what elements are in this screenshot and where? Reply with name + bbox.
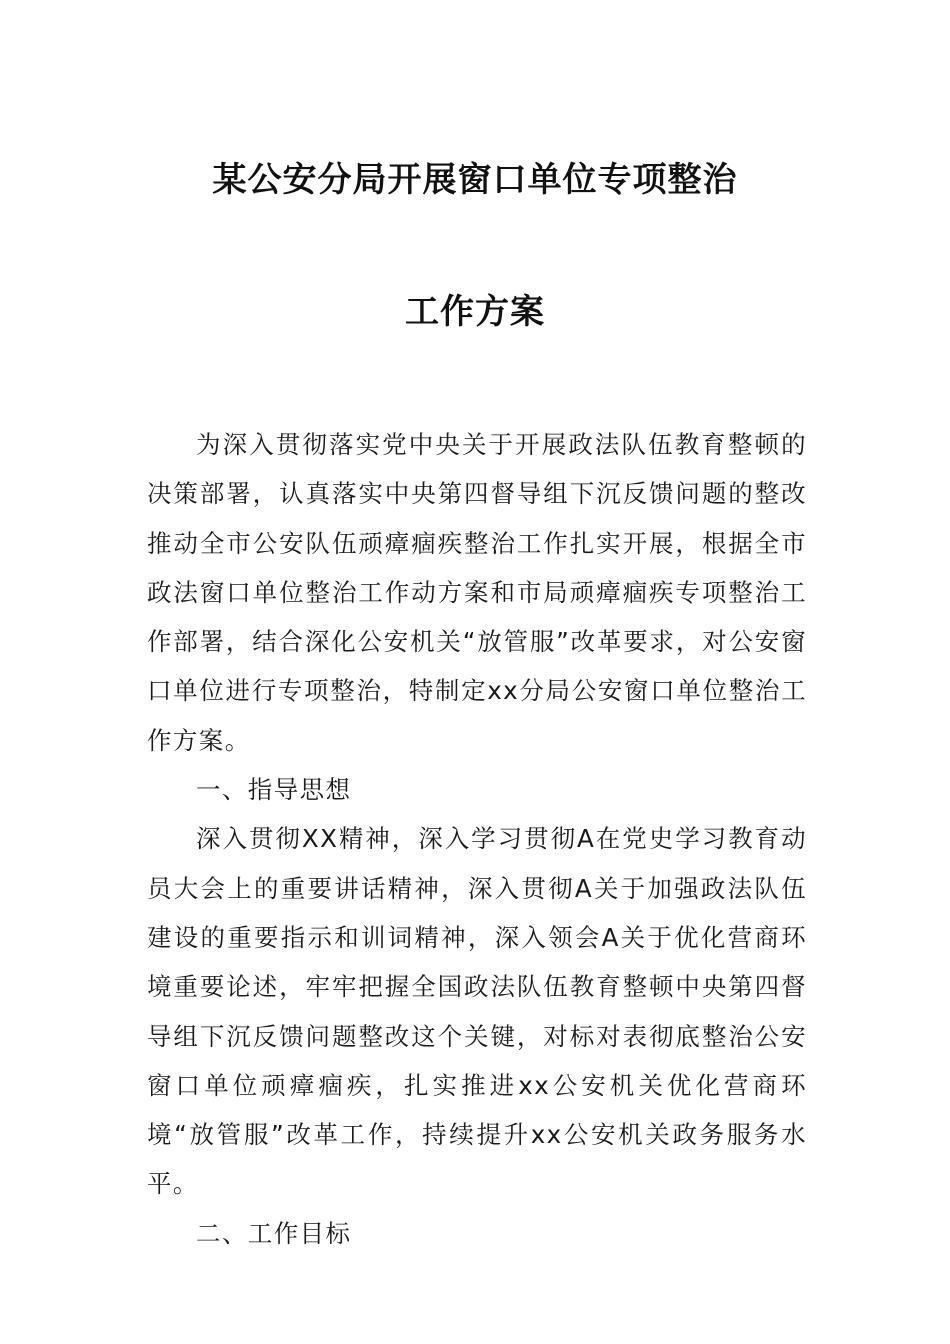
section-heading-guiding-ideology: 一、指导思想 (196, 775, 352, 805)
intro-paragraph: 为深入贯彻落实党中央关于开展政法队伍教育整顿的决策部署，认真落实中央第四督导组下沉反馈问题的整改推动全市公安队伍顽瘴痼疾整治工作扎实开展，根据全市政法窗口单位整治工作动方案和市局顽瘴痼疾专项整治工作部署，结合深化公安机关“放管服”改革要求，对公安窗口单位进行专项整治，特制定xx分局公安窗口单位整治工作方案。 (147, 430, 807, 755)
section-heading-work-goals: 二、工作目标 (196, 1218, 352, 1248)
section-paragraph-guiding-ideology: 深入贯彻XX精神，深入学习贯彻A在党史学习教育动员大会上的重要讲话精神，深入贯彻A关于加强政法队伍建设的重要指示和训词精神，深入领会A关于优化营商环境重要论述，牢牢把握全国政法队伍教育整顿中央第四督导组下沉反馈问题整改这个关键，对标对表彻底整治公安窗口单位顽瘴痼疾，扎实推进xx公安机关优化营商环境“放管服”改革工作，持续提升xx公安机关政务服务水平。 (147, 824, 807, 1199)
document-body (147, 420, 807, 1258)
document-title-line1: 某公安分局开展窗口单位专项整治 (212, 160, 738, 200)
document-title-line2: 工作方案 (405, 292, 545, 332)
